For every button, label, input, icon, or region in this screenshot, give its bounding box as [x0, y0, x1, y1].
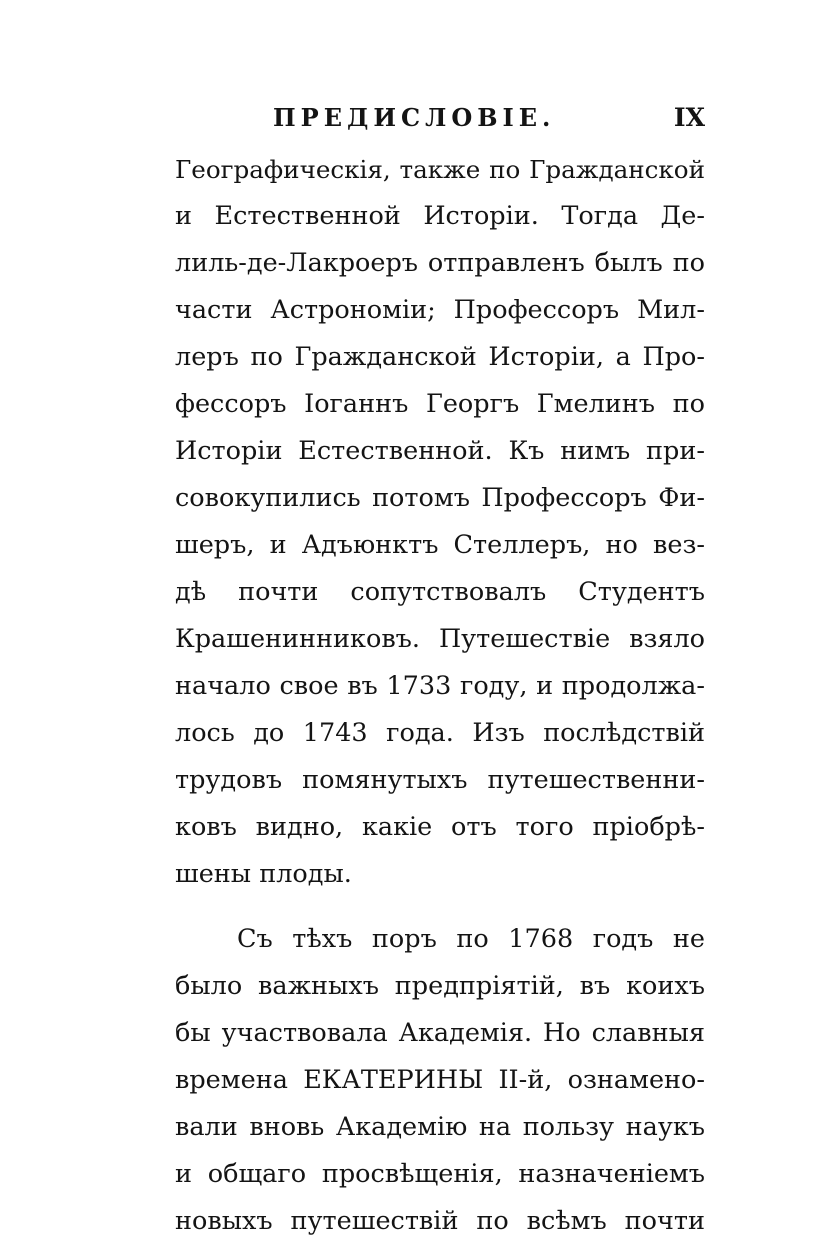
text-line: фессоръ Іоганнъ Георгъ Гмелинъ по: [175, 389, 705, 419]
paragraph-2: [175, 916, 705, 1245]
text-line: Географическія, также по Гражданской: [175, 155, 705, 184]
text-line: бы участвовала Академія. Но славныя: [175, 1018, 705, 1048]
text-line: вали вновь Академію на пользу наукъ: [175, 1112, 705, 1142]
text-line: леръ по Гражданской Исторіи, а Про-: [175, 342, 705, 372]
text-line: новыхъ путешествій по всѣмъ почти: [175, 1206, 705, 1236]
text-line: лось до 1743 года. Изъ послѣдствій: [175, 718, 705, 748]
paragraph-spacer: [175, 898, 705, 916]
page-number: IX: [673, 103, 705, 132]
text-line: части Астрономіи; Профессоръ Мил-: [175, 295, 705, 325]
text-line: и общаго просвѣщенія, назначеніемъ: [175, 1159, 705, 1189]
text-line: дѣ почти сопутствовалъ Студентъ: [175, 577, 705, 607]
text-line: совокупились потомъ Профессоръ Фи-: [175, 483, 705, 513]
text-line: было важныхъ предпріятій, въ коихъ: [175, 971, 705, 1001]
body-text: [175, 146, 705, 1245]
paragraph-1: [175, 146, 705, 898]
text-line: Исторіи Естественной. Къ нимъ при-: [175, 436, 705, 466]
text-line: шеръ, и Адъюнктъ Стеллеръ, но вез-: [175, 530, 705, 560]
text-line: начало свое въ 1733 году, и продолжа-: [175, 671, 705, 701]
text-line: лиль-де-Лакроеръ отправленъ былъ по: [175, 248, 705, 278]
running-head: [175, 96, 705, 140]
text-line: Крашенинниковъ. Путешествіе взяло: [175, 624, 705, 654]
text-line: ковъ видно, какіе отъ того пріобрѣ-: [175, 812, 705, 842]
text-line: времена ЕКАТЕРИНЫ II-й, ознамено-: [175, 1065, 705, 1095]
running-title: ПРЕДИСЛОВІЕ.: [273, 103, 556, 132]
text-line: и Естественной Исторіи. Тогда Де-: [175, 201, 705, 231]
text-line: шены плоды.: [175, 859, 352, 889]
text-line: Съ тѣхъ поръ по 1768 годъ не: [237, 924, 705, 954]
text-line: трудовъ помянутыхъ путешественни-: [175, 765, 705, 795]
